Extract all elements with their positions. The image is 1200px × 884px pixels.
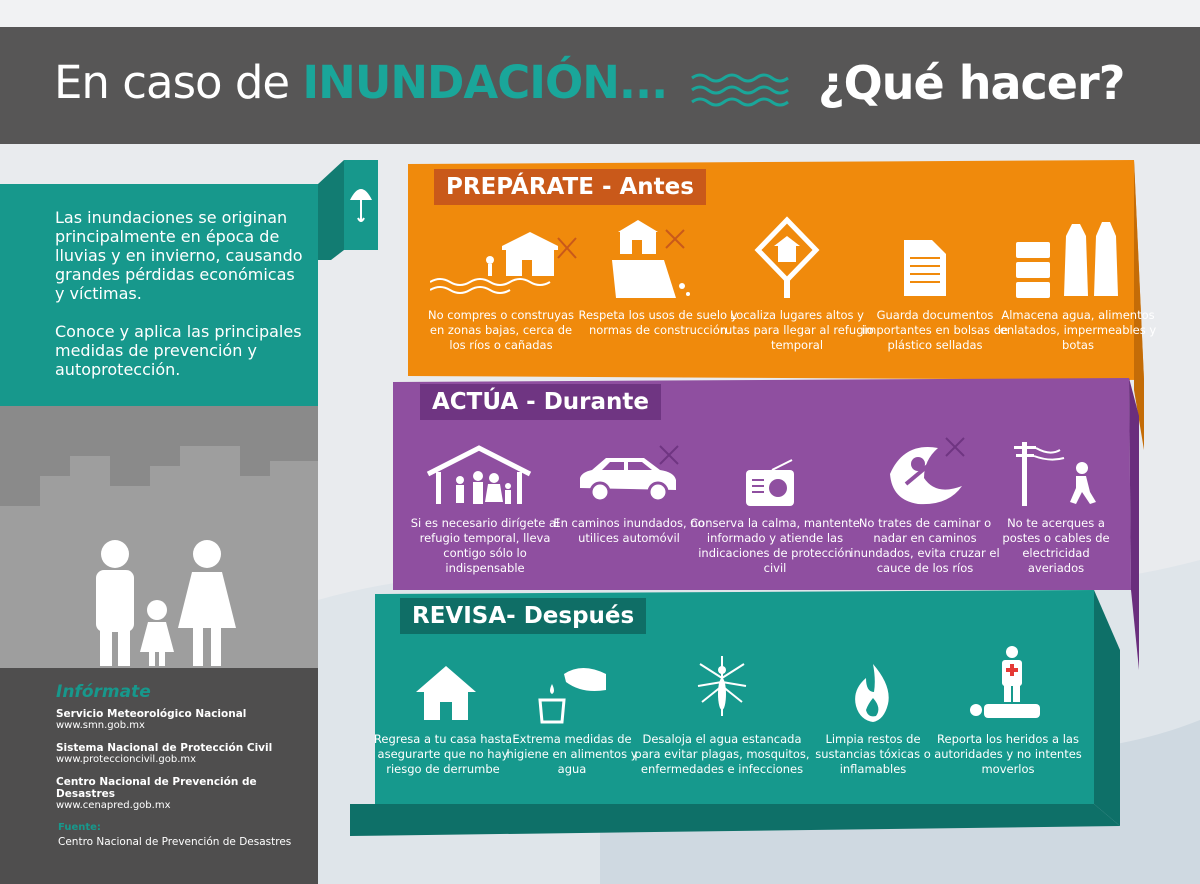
waves-icon [690, 70, 790, 110]
home-icon [412, 664, 480, 722]
intro-paragraph-2: Conoce y aplica las principales medidas de prevención y autoprotección. [55, 322, 302, 379]
antes-item-1: No compres o construyas en zonas bajas, cerca de los ríos o cañadas [427, 308, 575, 352]
page-title [54, 56, 667, 109]
city-family-illustration [0, 406, 318, 668]
fuente-label: Fuente: [58, 822, 101, 833]
durante-item-4: No trates de caminar o nadar en caminos inundados, evita cruzar el cauce de los ríos [850, 516, 1000, 575]
informate-title: Infórmate [56, 682, 151, 702]
link-name: Servicio Meteorológico Nacional [56, 708, 247, 720]
link-url[interactable]: www.cenapred.gob.mx [56, 800, 171, 811]
house-water-icon [430, 228, 590, 300]
despues-title: REVISA- Después [400, 598, 646, 634]
link-item[interactable] [56, 776, 316, 811]
antes-item-3: Localiza lugares altos y rutas para llegar al refugio temporal [720, 308, 874, 352]
durante-item-2: En caminos inundados, no utilices automóvil [553, 516, 705, 545]
title-strong: INUNDACIÓN... [302, 56, 668, 109]
title-question: ¿Qué hacer? [818, 56, 1125, 110]
durante-item-1: Si es necesario dirígete al refugio temporal, lleva contigo sólo lo indispensable [410, 516, 560, 575]
link-name: Centro Nacional de Prevención de Desastres [56, 776, 257, 800]
house-slope-icon [612, 216, 696, 300]
link-item[interactable] [56, 742, 316, 765]
supplies-icon [1012, 218, 1122, 300]
car-icon [576, 444, 686, 508]
swimmer-icon [884, 434, 974, 510]
antes-title: PREPÁRATE - Antes [434, 169, 706, 205]
link-name: Sistema Nacional de Protección Civil [56, 742, 273, 754]
intro-paragraph-1: Las inundaciones se originan principalmente en época de lluvias y en invierno, causando grandes pérdidas económicas y víctimas. [55, 208, 303, 303]
water-drops-icon [536, 660, 608, 724]
despues-item-5: Reporta los heridos a las autoridades y no intentes moverlos [934, 732, 1082, 776]
mosquito-icon [694, 652, 750, 724]
despues-item-1: Regresa a tu casa hasta asegurarte que no hay riesgo de derrumbe [373, 732, 513, 776]
radio-icon [742, 458, 798, 508]
link-url[interactable]: www.smn.gob.mx [56, 720, 145, 731]
durante-item-3: Conserva la calma, mantente informado y atiende las indicaciones de protección civil [690, 516, 860, 575]
title-prefix: En caso de [54, 56, 303, 109]
umbrella-flag [318, 160, 378, 260]
despues-item-3: Desaloja el agua estancada para evitar plagas, mosquitos, enfermedades e infecciones [634, 732, 810, 776]
informate-links [56, 708, 316, 822]
fuente-text: Centro Nacional de Prevención de Desastres [58, 836, 292, 848]
link-url[interactable]: www.proteccioncivil.gob.mx [56, 754, 197, 765]
document-icon [900, 236, 950, 300]
family-shelter-icon [424, 444, 534, 506]
durante-title: ACTÚA - Durante [420, 384, 661, 420]
antes-item-4: Guarda documentos importantes en bolsas de plástico selladas [861, 308, 1009, 352]
power-line-icon [1010, 436, 1096, 508]
antes-item-5: Almacena agua, alimentos enlatados, impermeables y botas [999, 308, 1157, 352]
first-aid-icon [968, 644, 1054, 726]
intro-text [55, 208, 305, 379]
shelter-sign-icon [752, 214, 822, 300]
despues-item-2: Extrema medidas de higiene en alimentos y agua [506, 732, 638, 776]
despues-item-4: Limpia restos de sustancias tóxicas o inflamables [815, 732, 931, 776]
durante-item-5: No te acerques a postes o cables de electricidad averiados [1002, 516, 1110, 575]
antes-item-2: Respeta los usos de suelo y normas de construcción [578, 308, 738, 337]
link-item[interactable] [56, 708, 316, 731]
flame-icon [848, 662, 898, 724]
